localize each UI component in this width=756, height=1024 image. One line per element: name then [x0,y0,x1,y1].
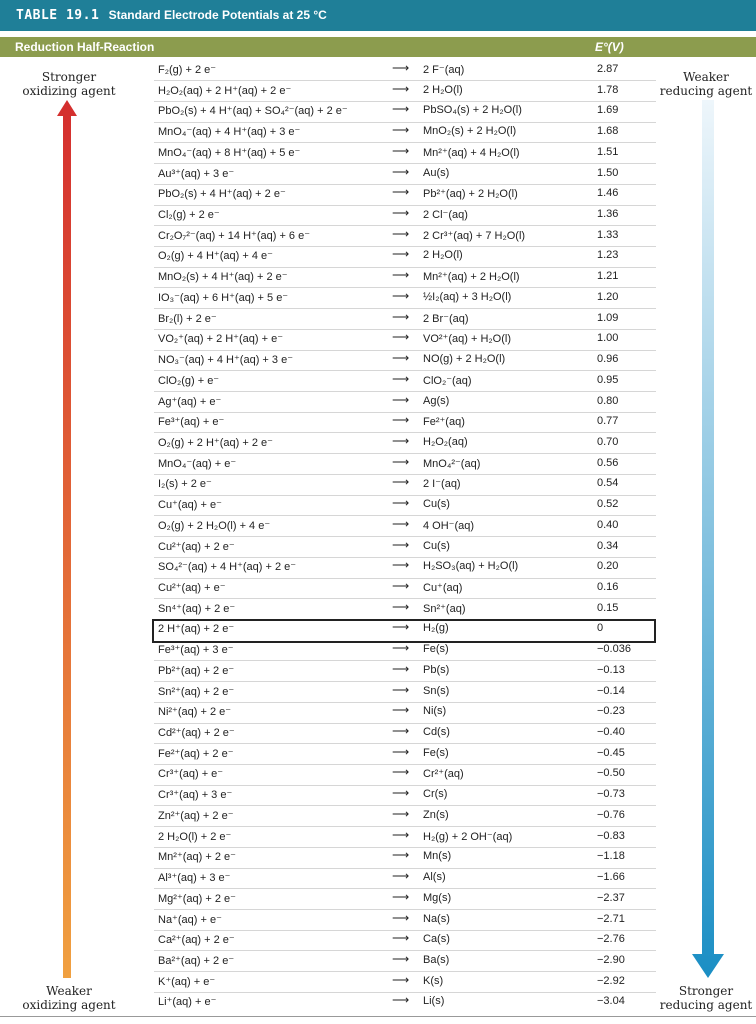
reactants-cell: Sn²⁺(aq) + 2 e⁻ [158,685,235,698]
potential-cell: 0.34 [597,539,619,552]
reaction-arrow-icon: ⟶ [392,143,410,158]
table-title: Standard Electrode Potentials at 25 °C [108,8,327,22]
table-row [0,81,756,103]
reactants-cell: SO₄²⁻(aq) + 4 H⁺(aq) + 2 e⁻ [158,561,297,574]
products-cell: Cd(s) [423,726,450,739]
reactants-cell: Cd²⁺(aq) + 2 e⁻ [158,727,235,740]
products-cell: Ag(s) [423,394,450,407]
table-row [0,246,756,268]
reactants-cell: H₂O₂(aq) + 2 H⁺(aq) + 2 e⁻ [158,84,292,97]
reactants-cell: O₂(g) + 4 H⁺(aq) + 4 e⁻ [158,250,273,263]
potential-cell: −0.45 [597,746,625,759]
table-row [0,164,756,186]
reactants-cell: Ba²⁺(aq) + 2 e⁻ [158,954,235,967]
products-cell: Cr²⁺(aq) [423,768,464,781]
right-top-label-line1: Weaker [683,70,729,84]
products-cell: Cr(s) [423,788,448,801]
reactants-cell: Zn²⁺(aq) + 2 e⁻ [158,809,234,822]
reaction-arrow-icon: ⟶ [392,558,410,573]
potential-cell: 0.40 [597,518,619,531]
reaction-arrow-icon: ⟶ [392,848,410,863]
reaction-arrow-icon: ⟶ [392,744,410,759]
potential-cell: 0.77 [597,415,619,428]
table-title-bar [0,0,756,31]
table-row [0,226,756,248]
potential-cell: −0.23 [597,705,625,718]
potential-cell: 0.70 [597,435,619,448]
reaction-arrow-icon: ⟶ [392,81,410,96]
potential-cell: 0.96 [597,353,619,366]
reaction-arrow-icon: ⟶ [392,786,410,801]
reactants-cell: Pb²⁺(aq) + 2 e⁻ [158,664,235,677]
reaction-arrow-icon: ⟶ [392,869,410,884]
reaction-arrow-icon: ⟶ [392,164,410,179]
table-row [0,910,756,932]
products-cell: Sn(s) [423,684,450,697]
bottom-rule [0,1016,756,1017]
table-row [0,412,756,434]
products-cell: Sn²⁺(aq) [423,602,466,615]
potential-cell: −2.71 [597,912,625,925]
table-row [0,640,756,662]
reaction-arrow-icon: ⟶ [392,61,410,75]
potential-cell: 1.50 [597,166,619,179]
reaction-arrow-icon: ⟶ [392,827,410,842]
potential-cell: −2.37 [597,891,625,904]
reactants-cell: 2 H₂O(l) + 2 e⁻ [158,830,232,843]
products-cell: 2 H₂O(l) [423,83,463,96]
table-row [0,433,756,455]
table-number: TABLE 19.1 [16,8,100,23]
products-cell: MnO₂(s) + 2 H₂O(l) [423,125,517,138]
products-cell: Fe(s) [423,746,449,759]
reaction-arrow-icon: ⟶ [392,247,410,262]
potential-cell: 0.80 [597,394,619,407]
products-cell: Na(s) [423,912,450,925]
products-cell: PbSO₄(s) + 2 H₂O(l) [423,104,522,117]
table-row [0,350,756,372]
reactants-cell: Fe³⁺(aq) + 3 e⁻ [158,644,234,657]
reactants-cell: Cr³⁺(aq) + 3 e⁻ [158,789,233,802]
reactants-cell: PbO₂(s) + 4 H⁺(aq) + 2 e⁻ [158,188,286,201]
reactants-cell: 2 H⁺(aq) + 2 e⁻ [158,623,235,636]
reactants-cell: NO₃⁻(aq) + 4 H⁺(aq) + 3 e⁻ [158,354,294,367]
products-cell: MnO₄²⁻(aq) [423,457,481,470]
reactants-cell: Fe³⁺(aq) + e⁻ [158,416,225,429]
header-reaction: Reduction Half-Reaction [15,40,155,54]
left-top-label-line2: oxidizing agent [22,84,116,98]
products-cell: ½I₂(aq) + 3 H₂O(l) [423,290,512,303]
potential-cell: −1.66 [597,871,625,884]
potential-cell: −2.90 [597,953,625,966]
products-cell: 2 Br⁻(aq) [423,312,469,325]
products-cell: Mg(s) [423,891,452,904]
reaction-arrow-icon: ⟶ [392,516,410,531]
reaction-arrow-icon: ⟶ [392,703,410,718]
potential-cell: 1.33 [597,228,619,241]
potential-cell: −0.73 [597,788,625,801]
table-row [0,785,756,807]
potential-cell: −0.83 [597,829,625,842]
products-cell: Ba(s) [423,953,450,966]
reactants-cell: Al³⁺(aq) + 3 e⁻ [158,872,231,885]
products-cell: H₂(g) [423,622,449,635]
products-cell: Li(s) [423,995,445,1008]
potential-cell: 1.20 [597,290,619,303]
products-cell: ClO₂⁻(aq) [423,374,472,387]
products-cell: Fe²⁺(aq) [423,416,465,429]
reaction-arrow-icon: ⟶ [392,351,410,366]
products-cell: K(s) [423,974,444,987]
reaction-arrow-icon: ⟶ [392,454,410,469]
potential-cell: 0.20 [597,560,619,573]
table-row [0,661,756,683]
potential-cell: 0.16 [597,581,619,593]
table-row [0,122,756,144]
potential-cell: 0 [597,622,604,635]
potential-cell: −0.036 [597,643,631,656]
reactants-cell: IO₃⁻(aq) + 6 H⁺(aq) + 5 e⁻ [158,291,289,304]
table-row [0,101,756,123]
reaction-arrow-icon: ⟶ [392,993,410,1008]
potential-cell: 0.54 [597,477,619,490]
reactants-cell: PbO₂(s) + 4 H⁺(aq) + SO₄²⁻(aq) + 2 e⁻ [158,105,348,118]
reaction-arrow-icon: ⟶ [392,620,410,635]
reactants-cell: Mg²⁺(aq) + 2 e⁻ [158,892,236,905]
reaction-arrow-icon: ⟶ [392,268,410,283]
table-row [0,951,756,973]
reactants-cell: Cu⁺(aq) + e⁻ [158,499,222,512]
products-cell: Ni(s) [423,705,447,718]
table-row [0,329,756,351]
table-row [0,557,756,579]
potential-cell: 1.09 [597,311,619,324]
right-bottom-label-line1: Stronger [678,984,734,998]
table-row [0,578,756,600]
potential-cell: 0.52 [597,498,619,511]
reaction-arrow-icon: ⟶ [392,496,410,511]
products-cell: H₂(g) + 2 OH⁻(aq) [423,830,513,843]
table-row [0,847,756,869]
potential-cell: −0.50 [597,767,625,780]
potential-cell: 0.95 [597,373,619,386]
reactants-cell: Mn²⁺(aq) + 2 e⁻ [158,851,236,864]
table-row [0,992,756,1014]
potential-cell: 0.15 [597,601,619,614]
right-top-label-line2: reducing agent [659,84,753,98]
products-cell: H₂SO₃(aq) + H₂O(l) [423,560,519,573]
reaction-arrow-icon: ⟶ [392,413,410,428]
reactants-cell: Li⁺(aq) + e⁻ [158,996,217,1009]
potential-cell: −0.40 [597,726,625,739]
products-cell: Au(s) [423,166,450,179]
reaction-arrow-icon: ⟶ [392,123,410,138]
products-cell: 2 Cl⁻(aq) [423,209,468,222]
products-cell: Mn(s) [423,850,452,863]
table-row [0,723,756,745]
products-cell: VO²⁺(aq) + H₂O(l) [423,333,511,346]
products-cell: Pb²⁺(aq) + 2 H₂O(l) [423,188,518,201]
products-cell: NO(g) + 2 H₂O(l) [423,353,506,366]
table-row [0,868,756,890]
reactants-cell: K⁺(aq) + e⁻ [158,975,216,988]
products-cell: Zn(s) [423,808,449,821]
potential-cell: 2.87 [597,63,619,75]
products-cell: Cu(s) [423,498,450,511]
reaction-arrow-icon: ⟶ [392,951,410,966]
reactants-cell: Ni²⁺(aq) + 2 e⁻ [158,706,232,719]
reaction-arrow-icon: ⟶ [392,661,410,676]
products-cell: Cu⁺(aq) [423,582,463,594]
table-row [0,516,756,538]
products-cell: 2 Cr³⁺(aq) + 7 H₂O(l) [423,229,526,242]
potential-cell: 1.78 [597,83,619,96]
reactants-cell: MnO₄⁻(aq) + 4 H⁺(aq) + 3 e⁻ [158,126,301,139]
reaction-arrow-icon: ⟶ [392,724,410,739]
table-row [0,744,756,766]
reaction-arrow-icon: ⟶ [392,433,410,448]
left-bottom-label-line1: Weaker [46,984,92,998]
reaction-arrow-icon: ⟶ [392,889,410,904]
table-row [0,309,756,331]
table-row [0,60,756,82]
potential-cell: −0.76 [597,808,625,821]
reaction-arrow-icon: ⟶ [392,931,410,946]
reaction-arrow-icon: ⟶ [392,330,410,345]
reaction-arrow-icon: ⟶ [392,641,410,656]
products-cell: 2 I⁻(aq) [423,478,461,491]
potential-cell: −0.14 [597,684,625,697]
reaction-arrow-icon: ⟶ [392,910,410,925]
table-row-reference [0,619,756,641]
products-cell: Al(s) [423,871,446,884]
products-cell: Pb(s) [423,663,450,676]
reaction-arrow-icon: ⟶ [392,226,410,241]
table-row [0,827,756,849]
reactants-cell: Au³⁺(aq) + 3 e⁻ [158,167,235,180]
reaction-arrow-icon: ⟶ [392,371,410,386]
reactants-cell: Cu²⁺(aq) + e⁻ [158,582,226,594]
table-row [0,267,756,289]
table-row [0,930,756,952]
table-row [0,143,756,165]
reactants-cell: VO₂⁺(aq) + 2 H⁺(aq) + e⁻ [158,333,284,346]
reactants-cell: F₂(g) + 2 e⁻ [158,64,217,76]
potential-cell: 1.51 [597,145,619,158]
potential-cell: −2.92 [597,974,625,987]
column-header-bar [0,37,756,57]
reaction-arrow-icon: ⟶ [392,537,410,552]
potential-cell: 1.46 [597,187,619,200]
reaction-arrow-icon: ⟶ [392,309,410,324]
table-row [0,205,756,227]
products-cell: H₂O₂(aq) [423,435,468,448]
potential-cell: 1.23 [597,249,619,262]
potential-cell: 1.69 [597,104,619,117]
table-row [0,371,756,393]
reactants-cell: Na⁺(aq) + e⁻ [158,913,222,926]
table-row [0,702,756,724]
reaction-arrow-icon: ⟶ [392,185,410,200]
table-row [0,537,756,559]
reactants-cell: Fe²⁺(aq) + 2 e⁻ [158,747,234,760]
products-cell: Mn²⁺(aq) + 2 H₂O(l) [423,271,520,284]
table-row [0,599,756,621]
potential-cell: 1.21 [597,270,619,283]
potential-cell: −2.76 [597,933,625,946]
products-cell: Ca(s) [423,933,450,946]
reaction-arrow-icon: ⟶ [392,206,410,221]
table-row [0,682,756,704]
reactants-cell: MnO₂(s) + 4 H⁺(aq) + 2 e⁻ [158,271,288,284]
left-top-label-line1: Stronger [41,70,97,84]
reaction-arrow-icon: ⟶ [392,102,410,117]
right-bottom-label-line2: reducing agent [659,998,753,1012]
reaction-arrow-icon: ⟶ [392,475,410,490]
reactants-cell: Sn⁴⁺(aq) + 2 e⁻ [158,602,236,615]
reactants-cell: ClO₂(g) + e⁻ [158,374,220,387]
reactants-cell: Cu²⁺(aq) + 2 e⁻ [158,540,235,553]
reactants-cell: Cr³⁺(aq) + e⁻ [158,768,224,781]
reactants-cell: Br₂(l) + 2 e⁻ [158,312,217,325]
reactants-cell: Cr₂O₇²⁻(aq) + 14 H⁺(aq) + 6 e⁻ [158,229,311,242]
reactants-cell: MnO₄⁻(aq) + e⁻ [158,457,237,470]
reactants-cell: Cl₂(g) + 2 e⁻ [158,209,220,222]
potential-cell: −3.04 [597,995,625,1008]
reaction-arrow-icon: ⟶ [392,288,410,303]
table-row [0,495,756,517]
products-cell: Fe(s) [423,643,449,656]
reactants-cell: O₂(g) + 2 H⁺(aq) + 2 e⁻ [158,436,273,449]
table-row [0,288,756,310]
products-cell: Mn²⁺(aq) + 4 H₂O(l) [423,146,520,159]
potential-cell: 1.68 [597,125,619,138]
left-bottom-label-line2: oxidizing agent [22,998,116,1012]
reaction-arrow-icon: ⟶ [392,682,410,697]
potential-cell: 0.56 [597,456,619,469]
reaction-arrow-icon: ⟶ [392,599,410,614]
table-row [0,972,756,994]
potential-cell: 1.00 [597,332,619,345]
table-row [0,184,756,206]
reactants-cell: MnO₄⁻(aq) + 8 H⁺(aq) + 5 e⁻ [158,146,301,159]
potential-cell: −0.13 [597,663,625,676]
reaction-arrow-icon: ⟶ [392,972,410,987]
table-row [0,392,756,414]
table-row [0,806,756,828]
products-cell: Cu(s) [423,539,450,552]
table-row [0,889,756,911]
potential-cell: −1.18 [597,850,625,863]
table-row [0,454,756,476]
products-cell: 2 H₂O(l) [423,249,463,262]
reactants-cell: I₂(s) + 2 e⁻ [158,478,212,491]
reaction-arrow-icon: ⟶ [392,765,410,780]
reaction-arrow-icon: ⟶ [392,392,410,407]
potential-cell: 1.36 [597,208,619,221]
reactants-cell: Ag⁺(aq) + e⁻ [158,395,222,408]
header-potential: E°(V) [595,40,624,54]
reactants-cell: Ca²⁺(aq) + 2 e⁻ [158,934,235,947]
reaction-arrow-icon: ⟶ [392,806,410,821]
reaction-arrow-icon: ⟶ [392,579,410,593]
products-cell: 4 OH⁻(aq) [423,519,475,532]
table-row [0,474,756,496]
reactants-cell: O₂(g) + 2 H₂O(l) + 4 e⁻ [158,519,271,532]
products-cell: 2 F⁻(aq) [423,64,465,76]
table-row [0,764,756,786]
